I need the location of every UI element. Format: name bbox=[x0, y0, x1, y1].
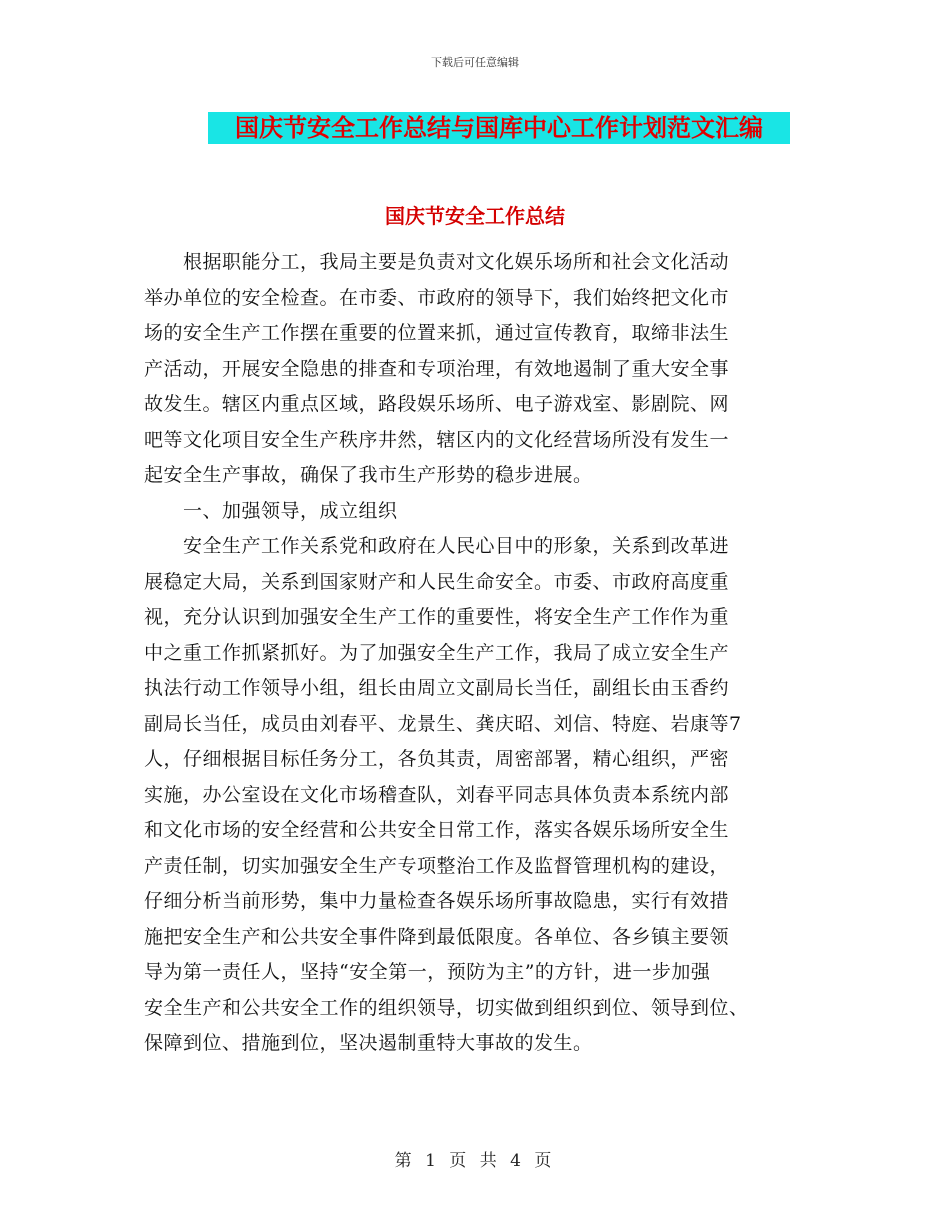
body-line: 举办单位的安全检查。在市委、市政府的领导下，我们始终把文化市 bbox=[144, 286, 730, 309]
body-line: 故发生。辖区内重点区域，路段娱乐场所、电子游戏室、影剧院、网 bbox=[144, 393, 730, 415]
section-heading-line: 一、加强领导，成立组织 bbox=[144, 499, 398, 522]
body-line: 产责任制，切实加强安全生产专项整治工作及监督管理机构的建设， bbox=[144, 854, 730, 877]
page-number-footer: 第 1 页 共 4 页 bbox=[394, 1151, 556, 1171]
document-title-container bbox=[208, 112, 790, 144]
document-body bbox=[144, 245, 812, 1062]
body-line: 仔细分析当前形势，集中力量检查各娱乐场所事故隐患，实行有效措 bbox=[144, 890, 730, 912]
body-line: 副局长当任，成员由刘春平、龙景生、龚庆昭、刘信、特庭、岩康等7 bbox=[144, 712, 742, 735]
body-line: 吧等文化项目安全生产秩序井然，辖区内的文化经营场所没有发生一 bbox=[144, 428, 730, 451]
section-title: 国庆节安全工作总结 bbox=[385, 204, 565, 228]
body-line: 实施，办公室设在文化市场稽查队，刘春平同志具体负责本系统内部 bbox=[144, 783, 730, 806]
page-header-note: 下载后可任意编辑 bbox=[431, 56, 519, 69]
body-line: 场的安全生产工作摆在重要的位置来抓，通过宣传教育，取缔非法生 bbox=[144, 322, 730, 344]
body-line: 和文化市场的安全经营和公共安全日常工作，落实各娱乐场所安全生 bbox=[144, 819, 730, 841]
body-line: 保障到位、措施到位，坚决遏制重特大事故的发生。 bbox=[144, 1032, 593, 1054]
body-line: 人，仔细根据目标任务分工，各负其责，周密部署，精心组织，严密 bbox=[144, 748, 730, 770]
body-line: 根据职能分工，我局主要是负责对文化娱乐场所和社会文化活动 bbox=[144, 251, 730, 273]
body-line: 视，充分认识到加强安全生产工作的重要性，将安全生产工作作为重 bbox=[144, 606, 730, 628]
body-line: 产活动，开展安全隐患的排查和专项治理，有效地遏制了重大安全事 bbox=[144, 357, 730, 380]
document-title: 国庆节安全工作总结与国库中心工作计划范文汇编 bbox=[208, 112, 790, 144]
body-line: 安全生产工作关系党和政府在人民心目中的形象，关系到改革进 bbox=[144, 535, 730, 557]
body-line: 导为第一责任人，坚持“安全第一，预防为主”的方针，进一步加强 bbox=[144, 961, 711, 983]
body-line: 起安全生产事故，确保了我市生产形势的稳步进展。 bbox=[144, 464, 593, 486]
body-line: 安全生产和公共安全工作的组织领导，切实做到组织到位、领导到位、 bbox=[144, 996, 749, 1019]
body-line: 施把安全生产和公共安全事件降到最低限度。各单位、各乡镇主要领 bbox=[144, 925, 730, 948]
body-line: 执法行动工作领导小组，组长由周立文副局长当任，副组长由玉香约 bbox=[144, 677, 730, 699]
body-line: 中之重工作抓紧抓好。为了加强安全生产工作，我局了成立安全生产 bbox=[144, 641, 730, 664]
body-line: 展稳定大局，关系到国家财产和人民生命安全。市委、市政府高度重 bbox=[144, 570, 730, 593]
